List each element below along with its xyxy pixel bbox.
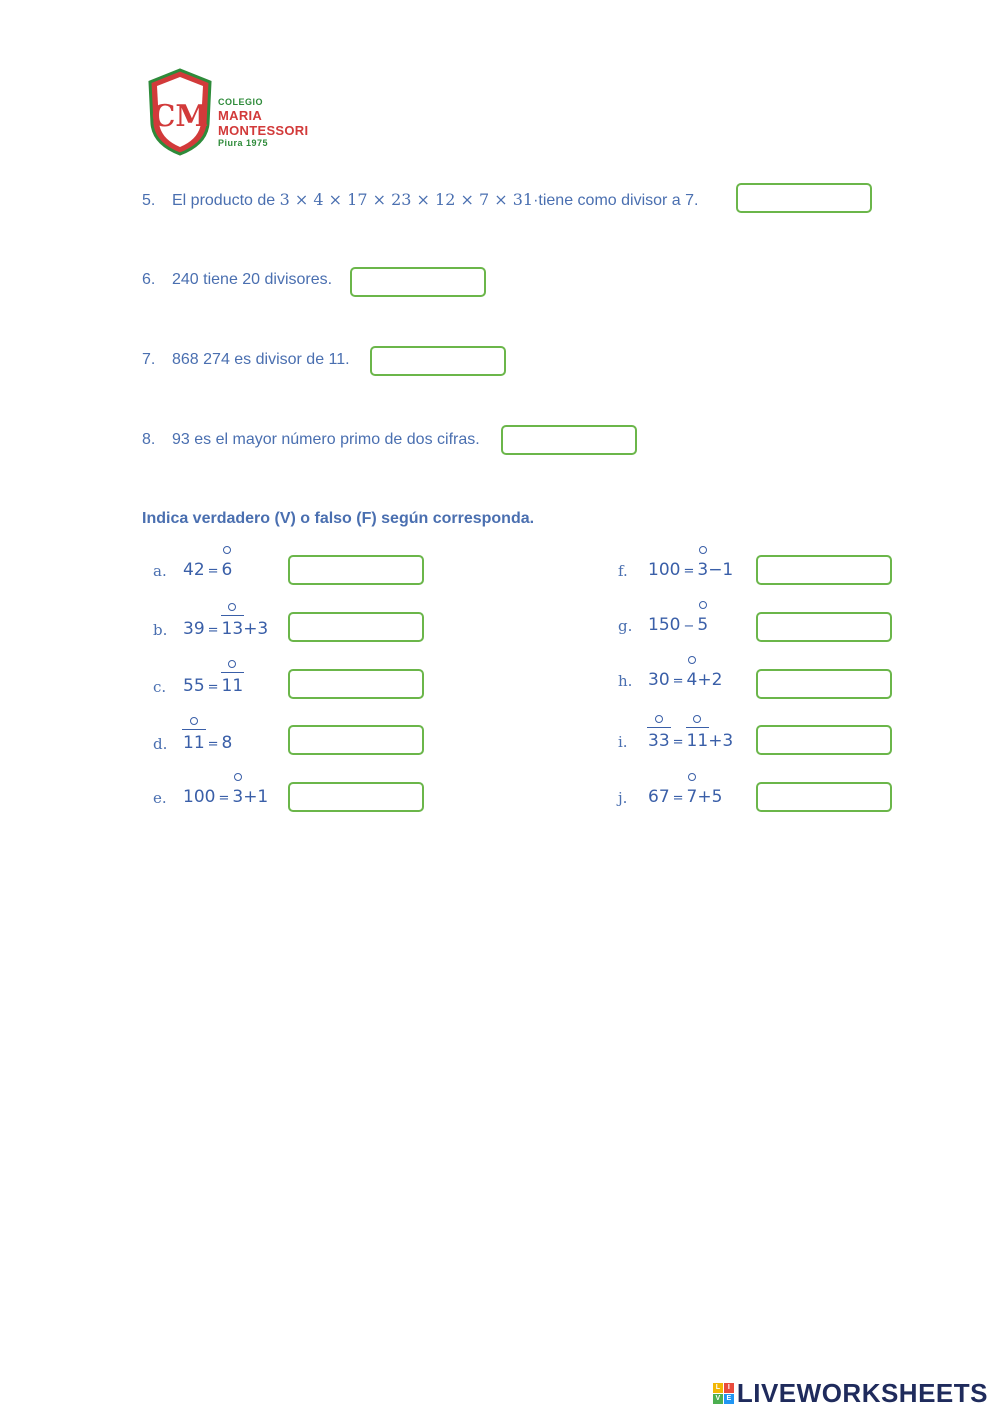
question-number: 7. [142, 351, 156, 368]
section-heading: Indica verdadero (V) o falso (F) según corresponda. [142, 510, 535, 527]
logo-colegio: COLEGIO [218, 97, 264, 107]
answer-box-h[interactable] [756, 669, 892, 699]
answer-box-5[interactable] [736, 183, 872, 213]
school-name [218, 98, 308, 148]
item-expression: 30 = 4+2 [648, 670, 722, 690]
answer-box-g[interactable] [756, 612, 892, 642]
school-shield-logo [148, 68, 212, 156]
question-text: 240 tiene 20 divisores. [172, 271, 333, 288]
answer-box-j[interactable] [756, 782, 892, 812]
question-text: 93 es el mayor número primo de dos cifras. [172, 431, 480, 448]
logo-name-2: MONTESSORI [218, 123, 309, 138]
item-expression: 55 = 11 [183, 676, 243, 696]
question-math: 3 × 4 × 17 × 23 × 12 × 7 × 31 [279, 190, 534, 209]
item-letter: e. [153, 789, 167, 807]
item-expression: 33 = 11+3 [648, 731, 733, 751]
item-letter: g. [618, 617, 633, 635]
item-letter: f. [618, 562, 628, 580]
answer-box-6[interactable] [350, 267, 486, 297]
question-7 [142, 351, 350, 369]
answer-box-7[interactable] [370, 346, 506, 376]
item-expression: 100 = 3+1 [183, 787, 268, 807]
item-letter: d. [153, 735, 168, 753]
question-8 [142, 431, 480, 449]
brand-squares-icon: L I V E [713, 1383, 734, 1404]
question-6 [142, 271, 332, 289]
item-letter: b. [153, 621, 168, 639]
item-expression: 39 = 13+3 [183, 619, 268, 639]
item-expression: 42 = 6 [183, 560, 232, 580]
item-expression: 100 = 3−1 [648, 560, 733, 580]
item-letter: i. [618, 733, 628, 751]
item-expression: 67 = 7+5 [648, 787, 722, 807]
logo-monogram: CM [151, 99, 209, 134]
brand-text: LIVEWORKSHEETS [736, 1377, 988, 1408]
question-number: 5. [142, 192, 156, 209]
logo-name-1: MARIA [218, 108, 263, 123]
question-text-end: ·tiene como divisor a 7. [533, 192, 699, 209]
item-letter: c. [153, 678, 167, 696]
item-letter: a. [153, 562, 167, 580]
item-letter: j. [618, 789, 628, 807]
question-number: 6. [142, 271, 156, 288]
answer-box-i[interactable] [756, 725, 892, 755]
answer-box-8[interactable] [501, 425, 637, 455]
item-expression: 150 − 5 [648, 615, 708, 635]
answer-box-b[interactable] [288, 612, 424, 642]
item-letter: h. [618, 672, 633, 690]
question-text: El producto de [172, 192, 280, 209]
answer-box-d[interactable] [288, 725, 424, 755]
logo-city: Piura 1975 [218, 138, 269, 148]
answer-box-c[interactable] [288, 669, 424, 699]
question-5 [142, 190, 698, 210]
liveworksheets-logo [713, 1379, 988, 1407]
answer-box-e[interactable] [288, 782, 424, 812]
answer-box-a[interactable] [288, 555, 424, 585]
question-text: 868 274 es divisor de 11. [172, 351, 350, 368]
item-expression: 11 = 8 [183, 733, 232, 753]
answer-box-f[interactable] [756, 555, 892, 585]
question-number: 8. [142, 431, 156, 448]
